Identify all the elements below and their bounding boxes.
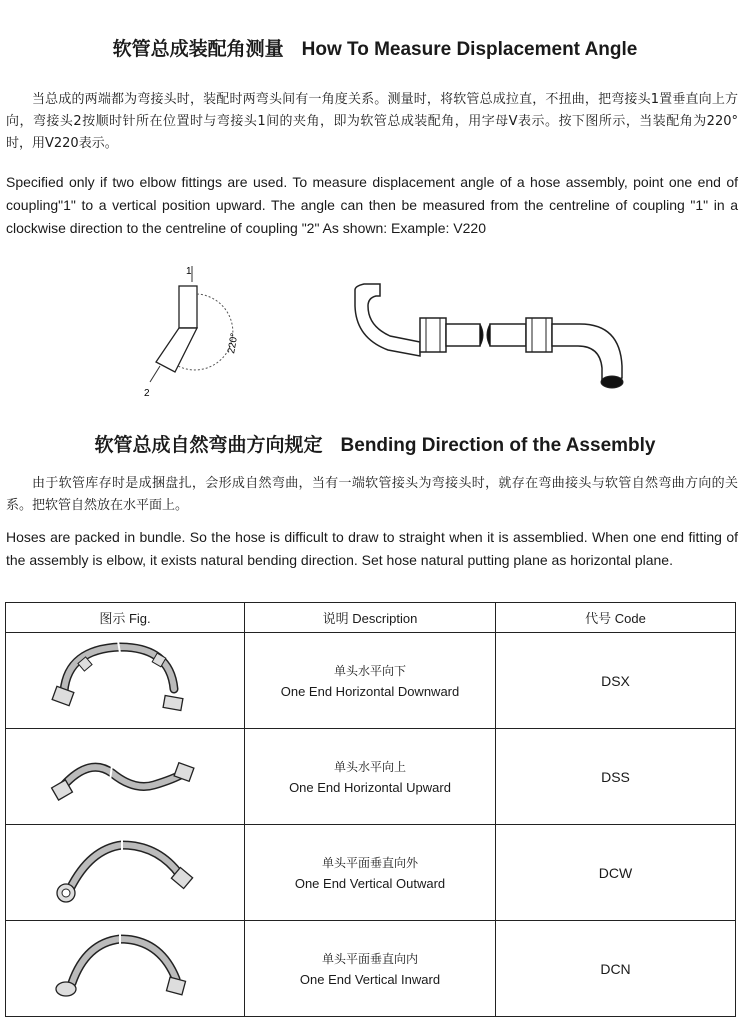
- hose-vertical-inward-icon: [50, 927, 200, 1005]
- fig-cell: [6, 825, 245, 921]
- right-fitting-shape: [526, 318, 552, 352]
- displacement-angle-diagram: [130, 262, 260, 402]
- code-cell: DCW: [496, 825, 736, 921]
- hose-assembly-diagram: [350, 278, 640, 398]
- desc-zh: 单头水平向下: [333, 663, 406, 678]
- desc-cell: [245, 825, 496, 921]
- header-fig: 图示 Fig.: [6, 603, 245, 633]
- left-hose-shape: [446, 324, 480, 346]
- code-cell: DSS: [496, 729, 736, 825]
- desc-en: One End Horizontal Downward: [280, 683, 460, 699]
- paragraph-zh-bending: 由于软管库存时是成捆盘扎，会形成自然弯曲，当有一端软管接头为弯接头时，就存在弯曲接头与软管自然弯曲方向的关系。把软管自然放在水平面上。: [6, 476, 738, 513]
- desc-en: One End Vertical Outward: [294, 875, 446, 891]
- table-header-row: [6, 603, 736, 633]
- desc-cell: [245, 729, 496, 825]
- coupling-1-shape: [179, 286, 197, 328]
- hose-vertical-outward-icon: [50, 831, 200, 909]
- desc-zh: 单头平面垂直向内: [321, 951, 418, 966]
- table-row: [6, 921, 736, 1017]
- table-row: [6, 729, 736, 825]
- title-en: How To Measure Displacement Angle: [301, 39, 638, 60]
- desc-en: One End Horizontal Upward: [289, 779, 451, 795]
- coupling-1-label: 1: [186, 266, 192, 277]
- fig-cell: [6, 921, 245, 1017]
- title-zh: 软管总成装配角测量: [112, 38, 284, 60]
- header-desc: 说明 Description: [245, 603, 496, 633]
- fig-cell: [6, 729, 245, 825]
- left-fitting-shape: [420, 318, 446, 352]
- right-elbow-opening: [601, 376, 623, 388]
- title-zh: 软管总成自然弯曲方向规定: [94, 434, 323, 456]
- leader-line-2: [150, 366, 160, 382]
- coupling-2-shape: [156, 328, 197, 372]
- paragraph-en-measure: Specified only if two elbow fittings are used. To measure displacement angle of a hose assembly, point one end of coupling"1" to a vertical position upward. The angle can then be measured from the centreline of coupling "1" in a clockwise direction to the centreline of coupling "2" As shown: Example: V220: [6, 174, 738, 236]
- desc-zh: 单头平面垂直向外: [321, 855, 418, 870]
- section-title-bending: [0, 430, 750, 457]
- paragraph-zh-measure: 当总成的两端都为弯接头时，装配时两弯头间有一角度关系。测量时，将软管总成拉直，不扭曲，把弯接头1置垂直向上方向，弯接头2按顺时针所在位置时与弯接头1间的夹角，即为软管总成装配角，用字母V表示。按下图所示，当装配角为220°时，用V220表示。: [6, 92, 738, 151]
- left-elbow-shape: [355, 284, 420, 356]
- paragraph-en-bending: Hoses are packed in bundle. So the hose is difficult to draw to straight when it is assemblied. When one end fitting of the assembly is elbow, it exists natural bending direction. Set hose natural putting plane as horizontal plane.: [6, 529, 738, 568]
- fig-cell: [6, 633, 245, 729]
- hose-arch-down-icon: [50, 639, 200, 717]
- desc-cell: [245, 633, 496, 729]
- code-cell: DCN: [496, 921, 736, 1017]
- code-cell: DSX: [496, 633, 736, 729]
- right-elbow-shape: [552, 324, 622, 382]
- desc-cell: [245, 921, 496, 1017]
- coupling-2-label: 2: [144, 388, 150, 399]
- bending-code-table: [5, 602, 736, 1017]
- desc-zh: 单头水平向上: [333, 759, 406, 774]
- angle-label: 220°: [226, 332, 241, 355]
- title-en: Bending Direction of the Assembly: [340, 435, 656, 456]
- hose-wave-up-icon: [50, 735, 200, 813]
- table-row: [6, 633, 736, 729]
- desc-en: One End Vertical Inward: [299, 971, 441, 987]
- section-title-measure: [0, 34, 750, 61]
- table-row: [6, 825, 736, 921]
- header-code: 代号 Code: [496, 603, 736, 633]
- right-hose-shape: [490, 324, 526, 346]
